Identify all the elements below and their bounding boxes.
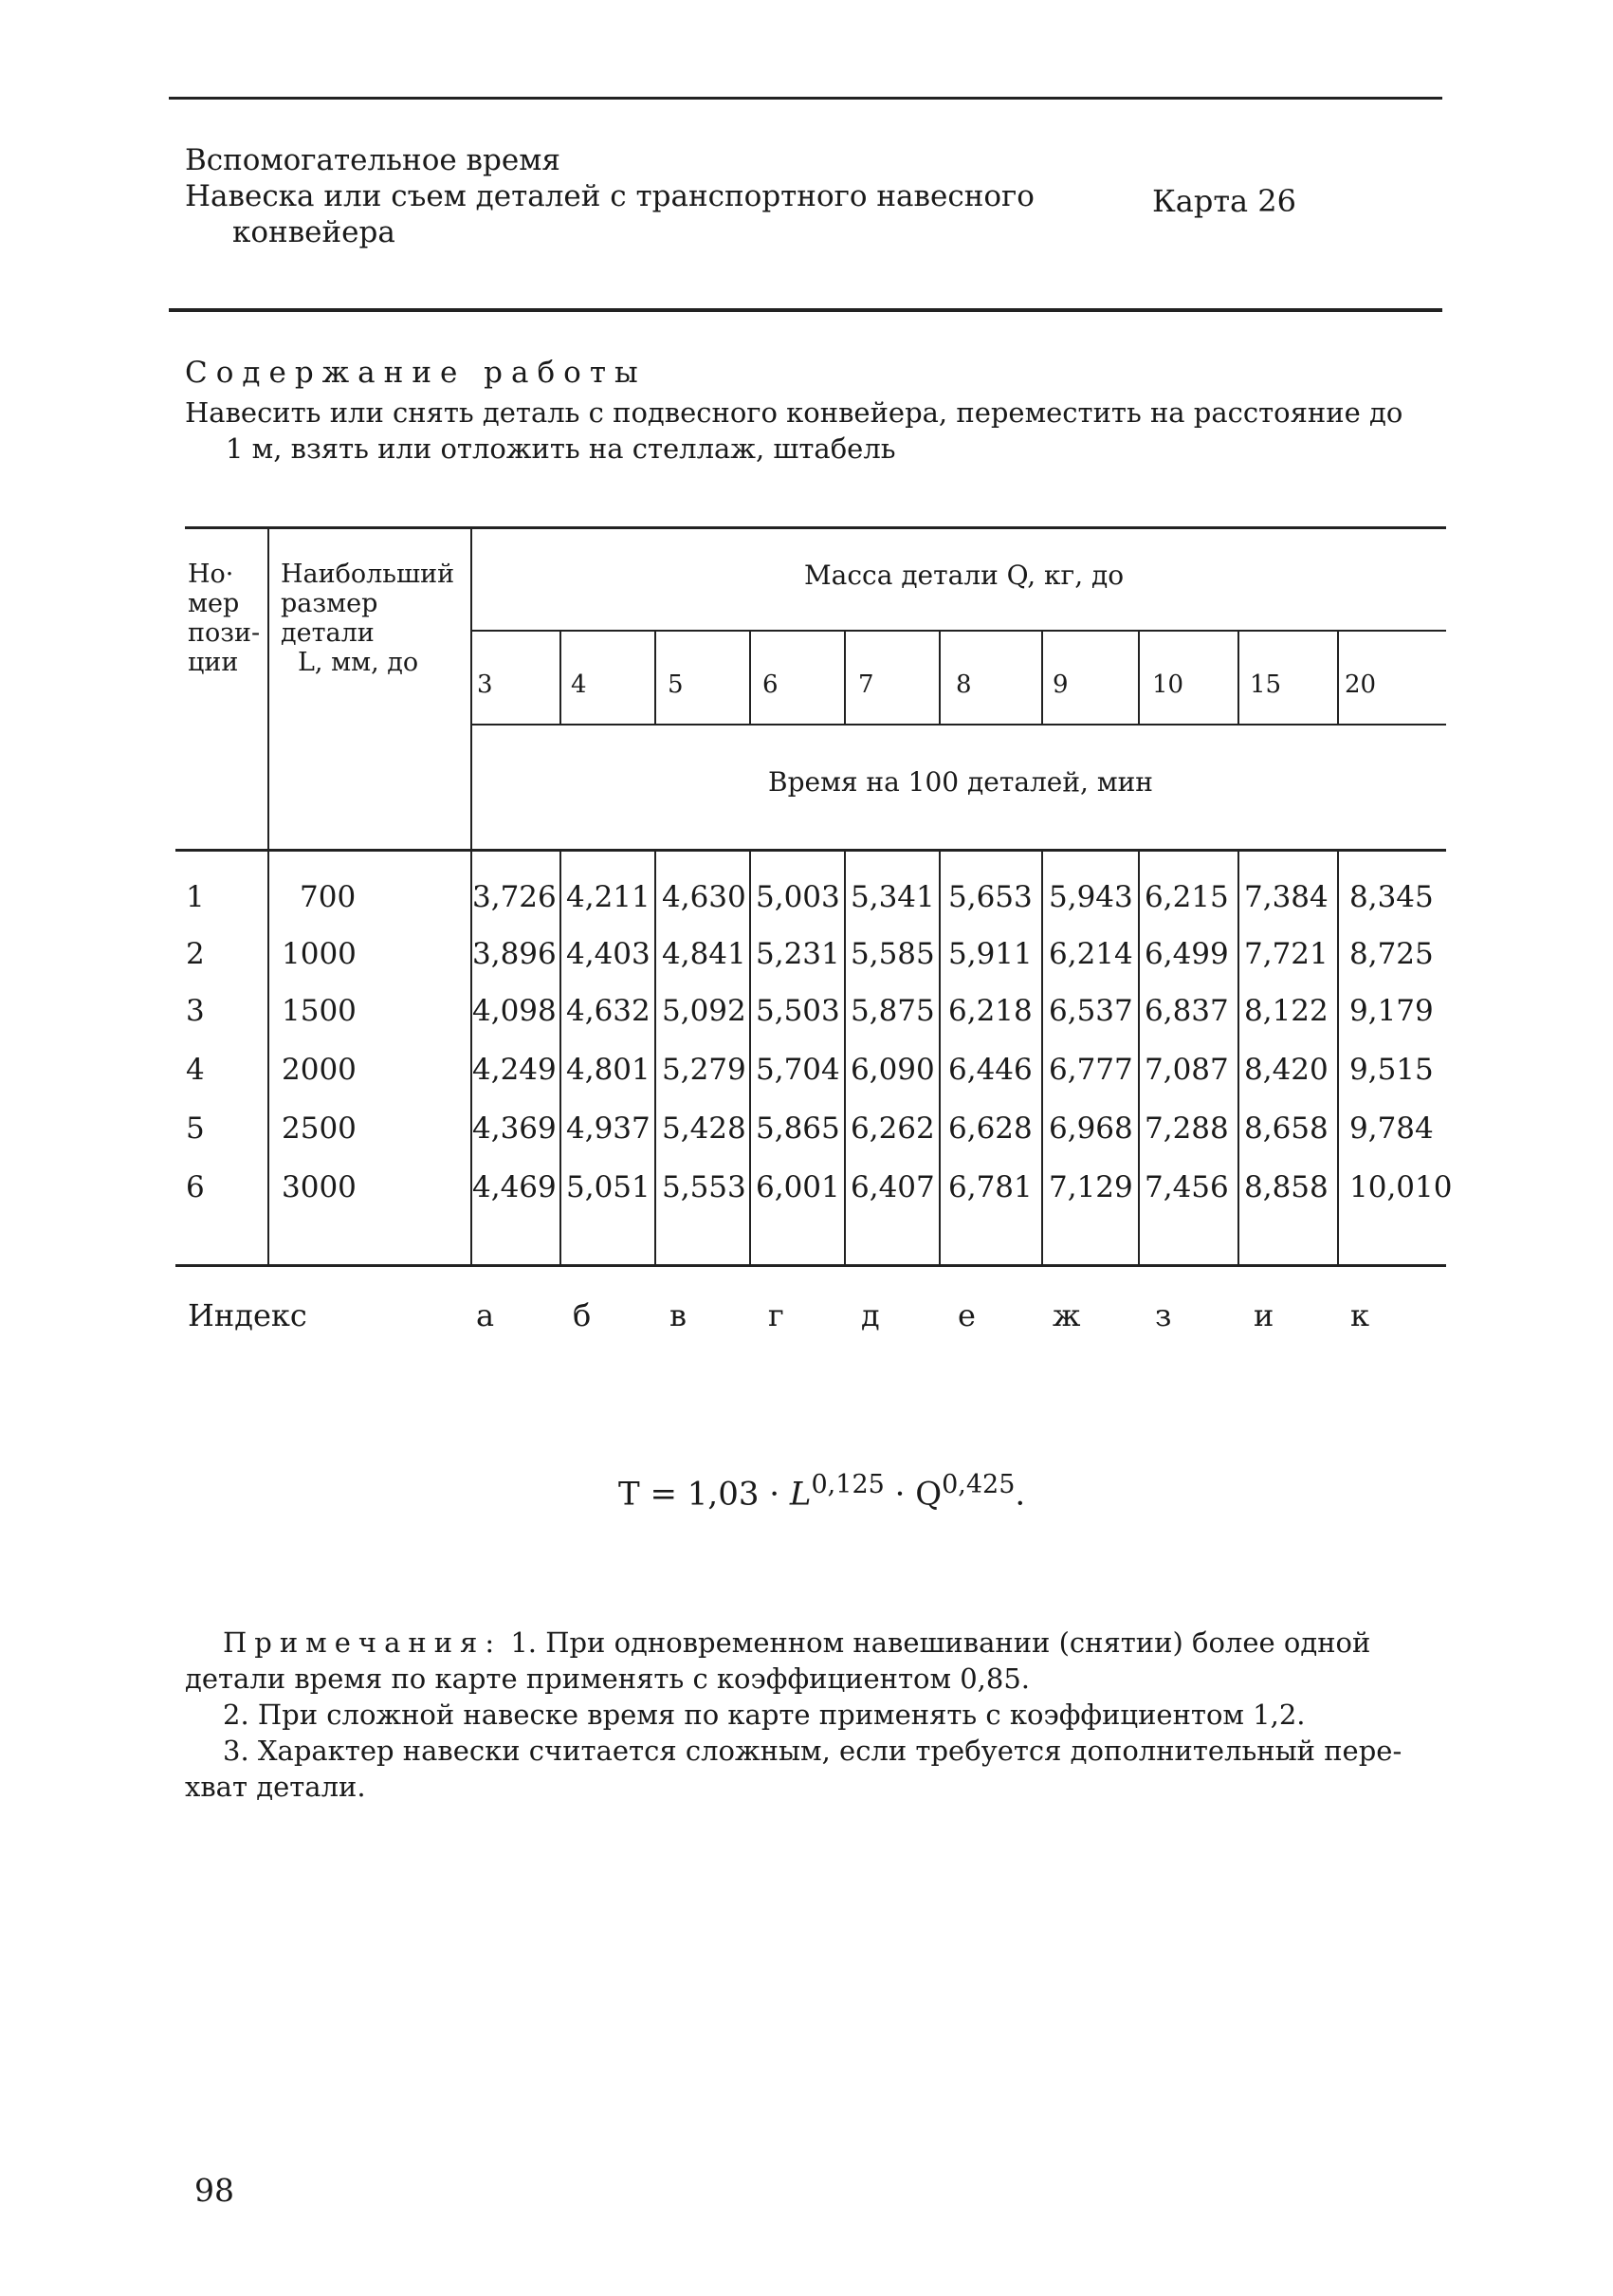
time-value: 6,215 [1145,880,1229,914]
mass-value: 8 [956,670,972,699]
time-value: 5,875 [851,994,935,1028]
time-value: 6,001 [756,1170,840,1204]
mass-divider [1138,630,1140,726]
time-value: 5,943 [1049,880,1133,914]
time-value: 9,179 [1349,994,1434,1028]
header-line-1: Вспомогательное время [185,143,560,177]
time-value: 6,090 [851,1053,935,1087]
size-header [281,560,454,677]
index-letter: г [768,1297,784,1333]
note-1-text: 1. При одновременном навешивании (снятии) более одной [510,1626,1371,1659]
time-value: 7,721 [1244,937,1329,971]
mass-divider [654,630,656,726]
time-value: 6,777 [1049,1053,1133,1087]
mass-value: 9 [1053,670,1069,699]
formula [618,1470,1025,1513]
mass-value: 7 [858,670,874,699]
time-value: 8,122 [1244,994,1329,1028]
mass-row-bottom-rule [471,724,1446,726]
formula-lhs: T = 1,03 · [618,1475,790,1514]
size-header-line: детали [281,618,375,648]
mass-divider [1237,630,1239,726]
formula-Q: Q [915,1475,943,1514]
row-size: 2000 [282,1053,357,1087]
mass-value: 15 [1250,670,1282,699]
mass-divider [1337,630,1339,726]
time-value: 7,087 [1145,1053,1229,1087]
index-letter: в [669,1297,687,1333]
time-value: 5,279 [662,1053,746,1087]
row-size: 700 [300,880,357,914]
data-divider [1337,851,1339,1266]
page-number: 98 [194,2172,234,2209]
time-value: 7,384 [1244,880,1329,914]
time-value: 4,403 [566,937,651,971]
time-value: 6,628 [948,1111,1033,1146]
row-size: 1500 [282,994,357,1028]
time-value: 5,585 [851,937,935,971]
mass-divider [1041,630,1043,726]
data-divider [1041,851,1043,1266]
mass-value: 6 [762,670,779,699]
time-value: 8,345 [1349,880,1434,914]
mass-divider [844,630,846,726]
mass-row-top-rule [471,630,1446,632]
data-divider [654,851,656,1266]
mass-value: 20 [1345,670,1377,699]
top-rule [169,97,1442,100]
time-value: 3,726 [472,880,557,914]
notes-label: Примечания: [223,1626,503,1659]
note-1-line-2: детали время по карте применять с коэффициентом 0,85. [185,1662,1031,1695]
time-value: 7,456 [1145,1170,1229,1204]
header-bottom-rule [175,849,1446,852]
mass-divider [559,630,561,726]
row-size: 2500 [282,1111,357,1146]
mass-header: Масса детали Q, кг, до [804,560,1125,591]
table-bottom-rule [175,1264,1446,1267]
time-value: 5,653 [948,880,1033,914]
time-value: 5,503 [756,994,840,1028]
formula-L: L [789,1475,812,1514]
row-position: 6 [186,1170,205,1204]
header-rule [169,308,1442,312]
time-value: 5,092 [662,994,746,1028]
header-line-3: конвейера [232,215,395,249]
time-value: 8,658 [1244,1111,1329,1146]
time-value: 6,968 [1049,1111,1133,1146]
time-value: 5,911 [948,937,1033,971]
time-header: Время на 100 деталей, мин [768,766,1153,798]
time-value: 5,704 [756,1053,840,1087]
position-header [188,560,260,677]
time-value: 5,231 [756,937,840,971]
time-value: 3,896 [472,937,557,971]
time-value: 4,801 [566,1053,651,1087]
time-value: 4,249 [472,1053,557,1087]
time-value: 5,428 [662,1111,746,1146]
time-value: 4,937 [566,1111,651,1146]
time-value: 8,725 [1349,937,1434,971]
row-size: 1000 [282,937,357,971]
index-letter: ж [1053,1297,1081,1333]
formula-end: . [1015,1475,1026,1514]
formula-L-exponent: 0,125 [811,1470,885,1499]
note-2: 2. При сложной навеске время по карте применять с коэффициентом 1,2. [223,1699,1306,1731]
time-value: 6,537 [1049,994,1133,1028]
time-value: 8,858 [1244,1170,1329,1204]
time-value: 6,218 [948,994,1033,1028]
time-value: 9,515 [1349,1053,1434,1087]
formula-dot: · [884,1475,916,1514]
index-letter: з [1155,1297,1172,1333]
time-value: 9,784 [1349,1111,1434,1146]
mass-value: 4 [571,670,587,699]
card-number: Карта 26 [1152,183,1296,219]
note-1-line-1 [223,1625,1370,1661]
note-3-line-2: хват детали. [185,1771,366,1803]
mass-divider [939,630,941,726]
data-divider [1237,851,1239,1266]
mass-value: 10 [1152,670,1184,699]
mass-divider [749,630,751,726]
time-value: 4,632 [566,994,651,1028]
time-value: 10,010 [1349,1170,1453,1204]
index-letter: а [476,1297,495,1333]
row-position: 4 [186,1053,205,1087]
index-letter: д [861,1297,880,1333]
formula-Q-exponent: 0,425 [942,1470,1016,1499]
time-value: 4,211 [566,880,651,914]
row-position: 5 [186,1111,205,1146]
time-value: 7,129 [1049,1170,1133,1204]
size-header-line: L, мм, до [298,648,419,677]
content-line-2: 1 м, взять или отложить на стеллаж, штабель [226,432,896,465]
row-position: 3 [186,994,205,1028]
index-letter: к [1350,1297,1369,1333]
time-value: 7,288 [1145,1111,1229,1146]
data-divider [1138,851,1140,1266]
data-divider [559,851,561,1266]
row-position: 1 [186,880,205,914]
col-divider-1 [267,528,269,1266]
time-value: 4,841 [662,937,746,971]
time-value: 8,420 [1244,1053,1329,1087]
header-line-2: Навеска или съем деталей с транспортного навесного [185,179,1035,213]
time-value: 6,446 [948,1053,1033,1087]
position-header-line: Но· [188,560,234,589]
time-value: 5,553 [662,1170,746,1204]
index-label: Индекс [188,1297,307,1333]
note-3-line-1: 3. Характер навески считается сложным, если требуется дополнительный пере- [223,1735,1402,1767]
mass-value: 5 [668,670,684,699]
time-value: 4,469 [472,1170,557,1204]
table-top-rule [185,526,1446,529]
time-value: 5,865 [756,1111,840,1146]
position-header-line: пози- [188,618,261,648]
row-size: 3000 [282,1170,357,1204]
time-value: 4,369 [472,1111,557,1146]
time-value: 4,630 [662,880,746,914]
data-divider [939,851,941,1266]
time-value: 5,051 [566,1170,651,1204]
time-value: 5,341 [851,880,935,914]
index-letter: и [1254,1297,1274,1333]
content-title: Содержание работы [185,356,647,390]
time-value: 6,837 [1145,994,1229,1028]
time-value: 6,214 [1049,937,1133,971]
time-value: 6,499 [1145,937,1229,971]
size-header-line: Наибольший [281,560,455,589]
row-position: 2 [186,937,205,971]
size-header-line: размер [281,589,378,618]
index-letter: е [958,1297,976,1333]
data-divider [749,851,751,1266]
time-value: 6,407 [851,1170,935,1204]
data-divider [844,851,846,1266]
content-line-1: Навесить или снять деталь с подвесного конвейера, переместить на расстояние до [185,396,1403,429]
time-value: 4,098 [472,994,557,1028]
mass-value: 3 [477,670,493,699]
time-value: 6,262 [851,1111,935,1146]
index-letter: б [573,1297,592,1333]
position-header-line: мер [188,589,240,618]
time-value: 5,003 [756,880,840,914]
time-value: 6,781 [948,1170,1033,1204]
position-header-line: ции [188,648,239,677]
